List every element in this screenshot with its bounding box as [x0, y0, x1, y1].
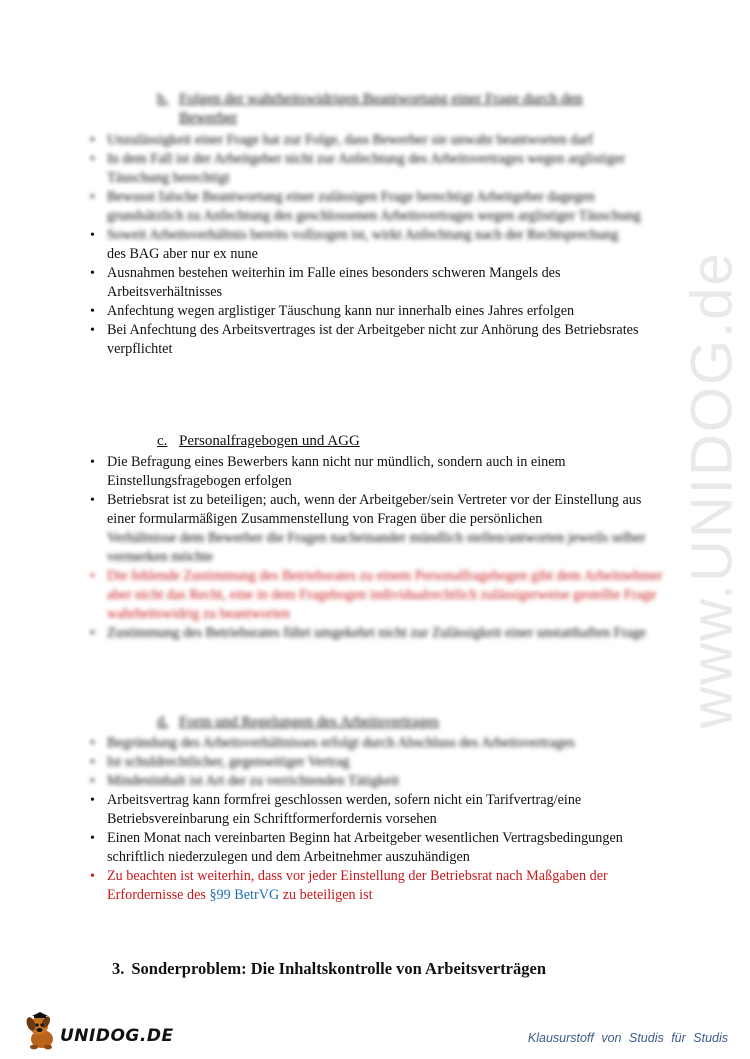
- list-item: • Die Befragung eines Bewerbers kann nicht nur mündlich, sondern auch in einem Einstellungsfragebogen erfolgen: [90, 453, 665, 491]
- section-3-number: 3.: [112, 959, 125, 978]
- section-d-title: Form und Regelungen des Arbeitsvertrages: [179, 714, 439, 730]
- list-item: • Ausnahmen bestehen weiterhin im Falle eines besonders schweren Mangels des Arbeitsverhältnisses: [90, 264, 665, 302]
- section-c-heading: [157, 432, 360, 451]
- section-b-title-line1: Folgen der wahrheitswidrigen Beantwortung einer Frage durch den: [179, 91, 583, 107]
- list-item-clear-part: des BAG aber nur ex nune: [107, 246, 258, 262]
- footer-tagline: Klausurstoff von Studis für Studis: [527, 1031, 728, 1045]
- section-c-title: Personalfragebogen und AGG: [179, 433, 360, 449]
- section-c-list: [90, 453, 665, 643]
- list-item: • Bei Anfechtung des Arbeitsvertrages ist der Arbeitgeber nicht zur Anhörung des Betriebsrates verpflichtet: [90, 321, 665, 359]
- list-item-blurred-part: Soweit Arbeitsverhältnis bereits vollzogen ist, wirkt Anfechtung nach der Rechtsprechung: [107, 227, 619, 243]
- list-item-blurred-part: Verhältnisse dem Bewerber die Fragen nacheinander mündlich stellen/antworten jeweils selber vermerken möchte: [107, 530, 646, 565]
- section-c-letter: c.: [157, 433, 168, 449]
- section-b-heading-line2: [179, 109, 237, 128]
- list-item: • Zustimmung des Betriebsrates führt umgekehrt nicht zur Zulässigkeit einer unstatthaften Frage: [90, 624, 665, 643]
- logo-text: UNIDOG.DE: [60, 1026, 174, 1046]
- list-item: • Unzulässigkeit einer Frage hat zur Folge, dass Bewerber sie unwahr beantworten darf: [90, 131, 665, 150]
- list-item-clear-part: Betriebsrat ist zu beteiligen; auch, wenn der Arbeitgeber/sein Vertreter vor der Einstellung aus einer formularmäßigen Zusammenstellung von Fragen über die persönlichen: [107, 492, 642, 527]
- watermark: www.UNIDOG.de: [679, 251, 745, 729]
- list-item: [90, 491, 665, 567]
- section-d-list: [90, 734, 665, 905]
- betrvg-link[interactable]: §99 BetrVG: [209, 887, 280, 903]
- list-item: • Mindestinhalt ist Art der zu verrichtenden Tätigkeit: [90, 772, 665, 791]
- section-d-letter: d.: [157, 714, 169, 730]
- unidog-logo[interactable]: [24, 1010, 174, 1050]
- dog-mascot-icon: [24, 1012, 58, 1050]
- list-item-red: • Die fehlende Zustimmung des Betriebsrates zu einem Personalfragebogen gibt dem Arbeitnehmer aber nicht das Recht, eine in dem Fragebogen individualrechtlich zulässigerweise gestellte Frage wahrheitswidrig zu beantworten: [90, 567, 665, 624]
- section-b-letter: b.: [157, 91, 169, 107]
- list-item-red: [90, 867, 665, 905]
- list-item: [90, 226, 665, 264]
- red-text-part2: zu beteiligen ist: [279, 887, 373, 903]
- section-b-list: [90, 131, 665, 359]
- list-item: • Ist schuldrechtlicher, gegenseitiger Vertrag: [90, 753, 665, 772]
- section-3-title: [112, 958, 546, 980]
- section-3-text: Sonderproblem: Die Inhaltskontrolle von Arbeitsverträgen: [131, 959, 547, 978]
- list-item: • Anfechtung wegen arglistiger Täuschung kann nur innerhalb eines Jahres erfolgen: [90, 302, 665, 321]
- list-item: • Einen Monat nach vereinbarten Beginn hat Arbeitgeber wesentlichen Vertragsbedingungen schriftlich niederzulegen und dem Arbeitnehmer auszuhändigen: [90, 829, 665, 867]
- section-b-title-line2: Bewerber: [179, 110, 238, 126]
- list-item: • In dem Fall ist der Arbeitgeber nicht zur Anfechtung des Arbeitsvertrages wegen arglistiger Täuschung berechtigt: [90, 150, 665, 188]
- list-item: • Begründung des Arbeitsverhältnisses erfolgt durch Abschluss des Arbeitsvertrages: [90, 734, 665, 753]
- red-text-part1: Zu beachten ist weiterhin, dass vor jeder Einstellung der Betriebsrat nach Maßgaben der Erfordernisse des: [107, 868, 608, 903]
- section-d-heading: [157, 713, 439, 732]
- list-item: • Arbeitsvertrag kann formfrei geschlossen werden, sofern nicht ein Tarifvertrag/eine Betriebsvereinbarung ein Schriftformerfordernis vorsehen: [90, 791, 665, 829]
- list-item: • Bewusst falsche Beantwortung einer zulässigen Frage berechtigt Arbeitgeber dagegen grundsätzlich zu Anfechtung des geschlossenen Arbeitsvertrages wegen arglistiger Täuschung: [90, 188, 665, 226]
- section-b-heading: [157, 90, 583, 109]
